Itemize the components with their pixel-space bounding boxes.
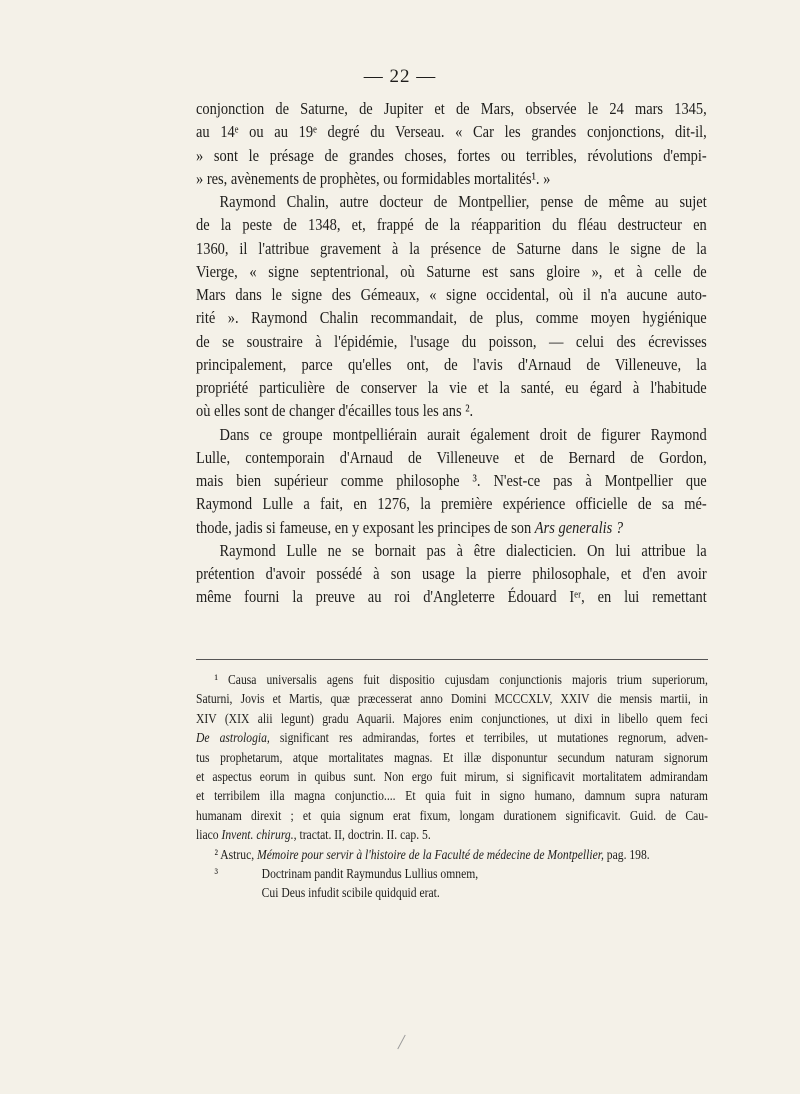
body-line: au 14ᵉ ou au 19ᵉ degré du Verseau. « Car les grandes conjonctions, dit-il,	[196, 122, 707, 142]
body-line: rité ». Raymond Chalin recommandait, de plus, comme moyen hygiénique	[196, 308, 707, 328]
body-line: Raymond Chalin, autre docteur de Montpellier, pense de même au sujet	[219, 192, 707, 211]
book-title-invent-chirurg: Invent. chirurg.,	[221, 827, 297, 843]
footnote-1-line: Saturni, Jovis et Martis, quæ præcesserat anno Domini MCCCXLV, XXIV die mensis martii, in	[196, 691, 708, 707]
footnote-divider	[196, 659, 708, 660]
body-line: conjonction de Saturne, de Jupiter et de Mars, observée le 24 mars 1345,	[196, 99, 707, 118]
body-line-ars-generalis: thode, jadis si fameuse, en y exposant les principes de son Ars generalis ?	[196, 517, 624, 537]
footnote-2: ² Astruc, Mémoire pour servir à l'histoire de la Faculté de médecine de Montpellier, pag. 198.	[214, 846, 650, 862]
footnote-1-line: et terribilem illa magna conjunctio.... Et quia fuit in signo humano, damnum supra naturam	[196, 788, 708, 804]
book-title-ars-generalis: Ars generalis ?	[534, 517, 624, 537]
footnote-1-line: humanam direxit ; et quia signum erat fixum, longam durationem significavit. Guid. de Cau-	[196, 807, 708, 823]
footnote-1-line: tus prophetarum, atque mortalitates magnas. Et illæ disponuntur secundum naturam signorum	[196, 749, 708, 765]
body-line: » res, avènements de prophètes, ou formidables mortalités¹. »	[196, 168, 551, 188]
footnote-3-verse: ³ Doctrinam pandit Raymundus Lullius omnem,	[214, 866, 479, 882]
footnote-1-line: liaco Invent. chirurg., tractat. II, doctrin. II. cap. 5.	[196, 827, 431, 843]
body-line: principalement, parce qu'elles ont, de l'avis d'Arnaud de Villeneuve, la	[196, 354, 707, 374]
footnote-1-line: et aspectus eorum in quibus sunt. Non ergo fuit mirum, si significavit mortalitatem admirandam	[196, 769, 708, 785]
body-line: même fourni la preuve au roi d'Angleterre Édouard Iᵉʳ, en lui remettant	[196, 587, 707, 607]
body-line: Vierge, « signe septentrional, où Saturne est sans gloire », et à celle de	[196, 261, 707, 281]
body-line: » sont le présage de grandes choses, fortes ou terribles, révolutions d'empi-	[196, 145, 707, 165]
body-line: Raymond Lulle ne se bornait pas à être dialecticien. On lui attribue la	[219, 540, 707, 560]
footnote-3-verse: Cui Deus infudit scibile quidquid erat.	[261, 885, 440, 901]
footnote-1-line: ¹ Causa universalis agens fuit dispositio cujusdam conjunctionis majoris trium superiorum,	[214, 672, 708, 687]
page-number: — 22 —	[363, 66, 437, 87]
book-title-de-astrologia: De astrologia,	[196, 730, 270, 746]
body-line: propriété particulière de conserver la vie et la santé, eu égard à l'habitude	[196, 378, 707, 397]
stray-pencil-mark	[397, 1035, 405, 1050]
body-line: Lulle, contemporain d'Arnaud de Villeneuve et de Bernard de Gordon,	[196, 447, 707, 467]
body-line: de la peste de 1348, et, frappé de la réapparition du fléau destructeur en	[196, 215, 707, 235]
body-line: prétention d'avoir possédé à son usage la pierre philosophale, et d'en avoir	[196, 564, 707, 583]
body-line: mais bien supérieur comme philosophe ³. N'est-ce pas à Montpellier que	[196, 471, 707, 490]
body-line: Mars dans le signe des Gémeaux, « signe occidental, où il n'a aucune auto-	[196, 285, 707, 304]
body-line: Dans ce groupe montpelliérain aurait également droit de figurer Raymond	[219, 424, 707, 444]
footnotes	[196, 670, 708, 903]
body-line: Raymond Lulle a fait, en 1276, la première expérience officielle de sa mé-	[196, 494, 707, 514]
body-line: 1360, il l'attribue gravement à la présence de Saturne dans le signe de la	[196, 238, 707, 258]
footnote-1-line: XIV (XIX alii legunt) gradu Aquarii. Majores enim conjunctiones, ut dixi in libello quem feci	[196, 710, 708, 726]
body-text	[196, 97, 707, 609]
book-title-memoire: Mémoire pour servir à l'histoire de la Faculté de médecine de Montpellier,	[257, 846, 604, 862]
body-line: où elles sont de changer d'écailles tous les ans ².	[196, 401, 474, 421]
body-line: de se soustraire à l'épidémie, l'usage du poisson, — celui des écrevisses	[196, 331, 707, 351]
footnote-1-line: De astrologia, significant res admirandas, fortes et terribiles, ut mutationes regnorum, adven-	[196, 730, 708, 746]
